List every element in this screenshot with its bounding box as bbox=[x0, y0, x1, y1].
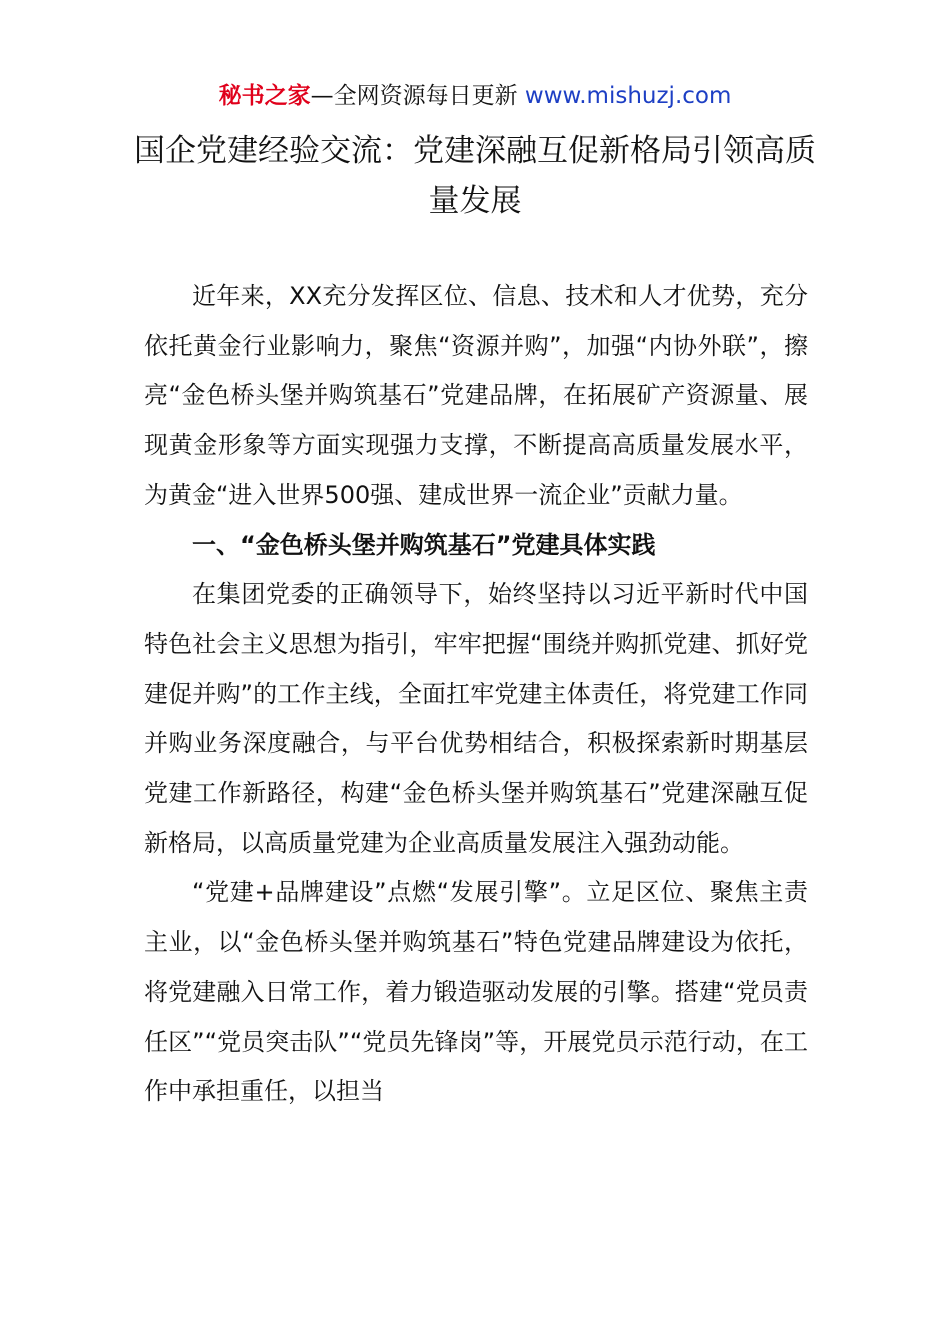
paragraph-practice: 在集团党委的正确领导下，始终坚持以习近平新时代中国特色社会主义思想为指引，牢牢把握“围绕并购抓党建、抓好党建促并购”的工作主线，全面扛牢党建主体责任，将党建工作同并购业务深度融合，与平台优势相结合，积极探索新时期基层党建工作新路径，构建“金色桥头堡并购筑基石”党建深融互促新格局，以高质量党建为企业高质量发展注入强劲动能。 bbox=[144, 580, 808, 857]
site-header bbox=[0, 80, 950, 112]
document-title: 国企党建经验交流：党建深融互促新格局引领高质量发展 bbox=[134, 133, 816, 219]
paragraph-intro: 近年来，XX充分发挥区位、信息、技术和人才优势，充分依托黄金行业影响力，聚焦“资源并购”，加强“内协外联”，擦亮“金色桥头堡并购筑基石”党建品牌，在拓展矿产资源量、展现黄金形象等方面实现强力支撑，不断提高高质量发展水平，为黄金“进入世界500强、建成世界一流企业”贡献力量。 bbox=[144, 282, 808, 509]
document-body bbox=[144, 272, 808, 1117]
section-heading: 一、“金色桥头堡并购筑基石”党建具体实践 bbox=[192, 530, 656, 559]
site-url[interactable]: www.mishuzj.com bbox=[524, 83, 732, 109]
site-tagline: —全网资源每日更新 bbox=[310, 83, 518, 109]
paragraph-brand-building: “党建+品牌建设”点燃“发展引擎”。立足区位、聚焦主责主业，以“金色桥头堡并购筑基石”特色党建品牌建设为依托，将党建融入日常工作，着力锻造驱动发展的引擎。搭建“党员责任区”“党员突击队”“党员先锋岗”等，开展党员示范行动，在工作中承担重任，以担当 bbox=[144, 878, 808, 1106]
site-brand: 秘书之家 bbox=[218, 83, 311, 109]
